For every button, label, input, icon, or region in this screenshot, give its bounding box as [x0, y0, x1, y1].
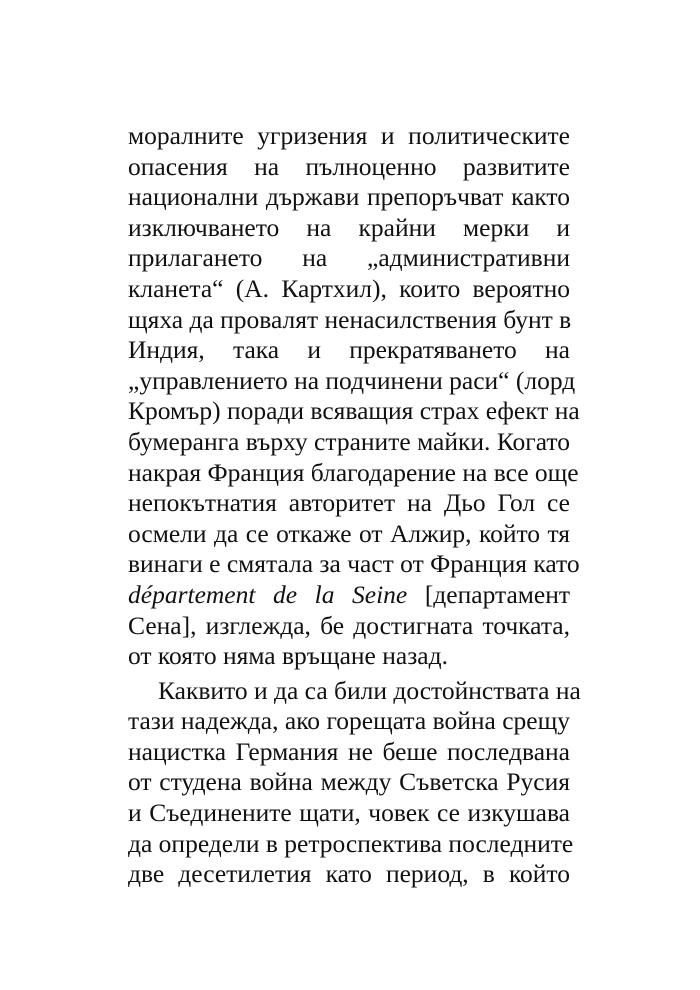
text-line: щяха да провалят ненасилствения бунт в: [128, 304, 572, 334]
text-line: изключването на крайни мерки и: [128, 212, 570, 242]
text-line: нацистка Германия не беше последвана: [128, 736, 570, 766]
text-line: от която няма връщане назад.: [128, 641, 448, 671]
text-line: винаги е смятала за част от Франция като: [128, 549, 580, 579]
text-line: прилагането на „административни: [128, 243, 570, 273]
paragraph: [128, 675, 581, 890]
text-line: Индия, така и прекратяването на: [128, 335, 570, 365]
text-line: да определи в ретроспектива последните: [128, 828, 574, 858]
text-line: накрая Франция благодарение на все още: [128, 457, 579, 487]
text-line: моралните угризения и политическите: [128, 121, 570, 150]
text-line: „управлението на подчинени раси“ (лорд: [128, 365, 576, 395]
text-line: непокътнатия авторитет на Дьо Гол се: [128, 488, 570, 518]
paragraph: [128, 121, 580, 672]
text-line: Каквито и да са били достойнствата на: [158, 675, 581, 705]
text-line: тази надежда, ако горещата война срещу: [128, 706, 570, 736]
text-line: национални държави препоръчват както: [128, 182, 570, 212]
text-line: бумеранга върху страните майки. Когато: [128, 426, 570, 456]
text-fragment: [департамент: [407, 579, 571, 609]
text-line: Кромър) поради всяващия страх ефект на: [128, 396, 580, 426]
text-line: две десетилетия като период, в който: [128, 859, 570, 889]
text-line: кланета“ (А. Картхил), които вероятно: [128, 273, 570, 303]
text-line: [128, 580, 570, 611]
text-line: осмели да се откаже от Алжир, който тя: [128, 518, 570, 548]
text-line: от студена война между Съветска Русия: [128, 767, 570, 797]
italic-phrase: département de la Seine: [128, 579, 408, 609]
body-text: [128, 121, 581, 890]
text-line: опасения на пълноценно развитите: [128, 151, 570, 181]
text-line: и Съединените щати, човек се изкушава: [128, 798, 570, 828]
text-line: Сена], изглежда, бе достигната точката,: [128, 610, 570, 640]
